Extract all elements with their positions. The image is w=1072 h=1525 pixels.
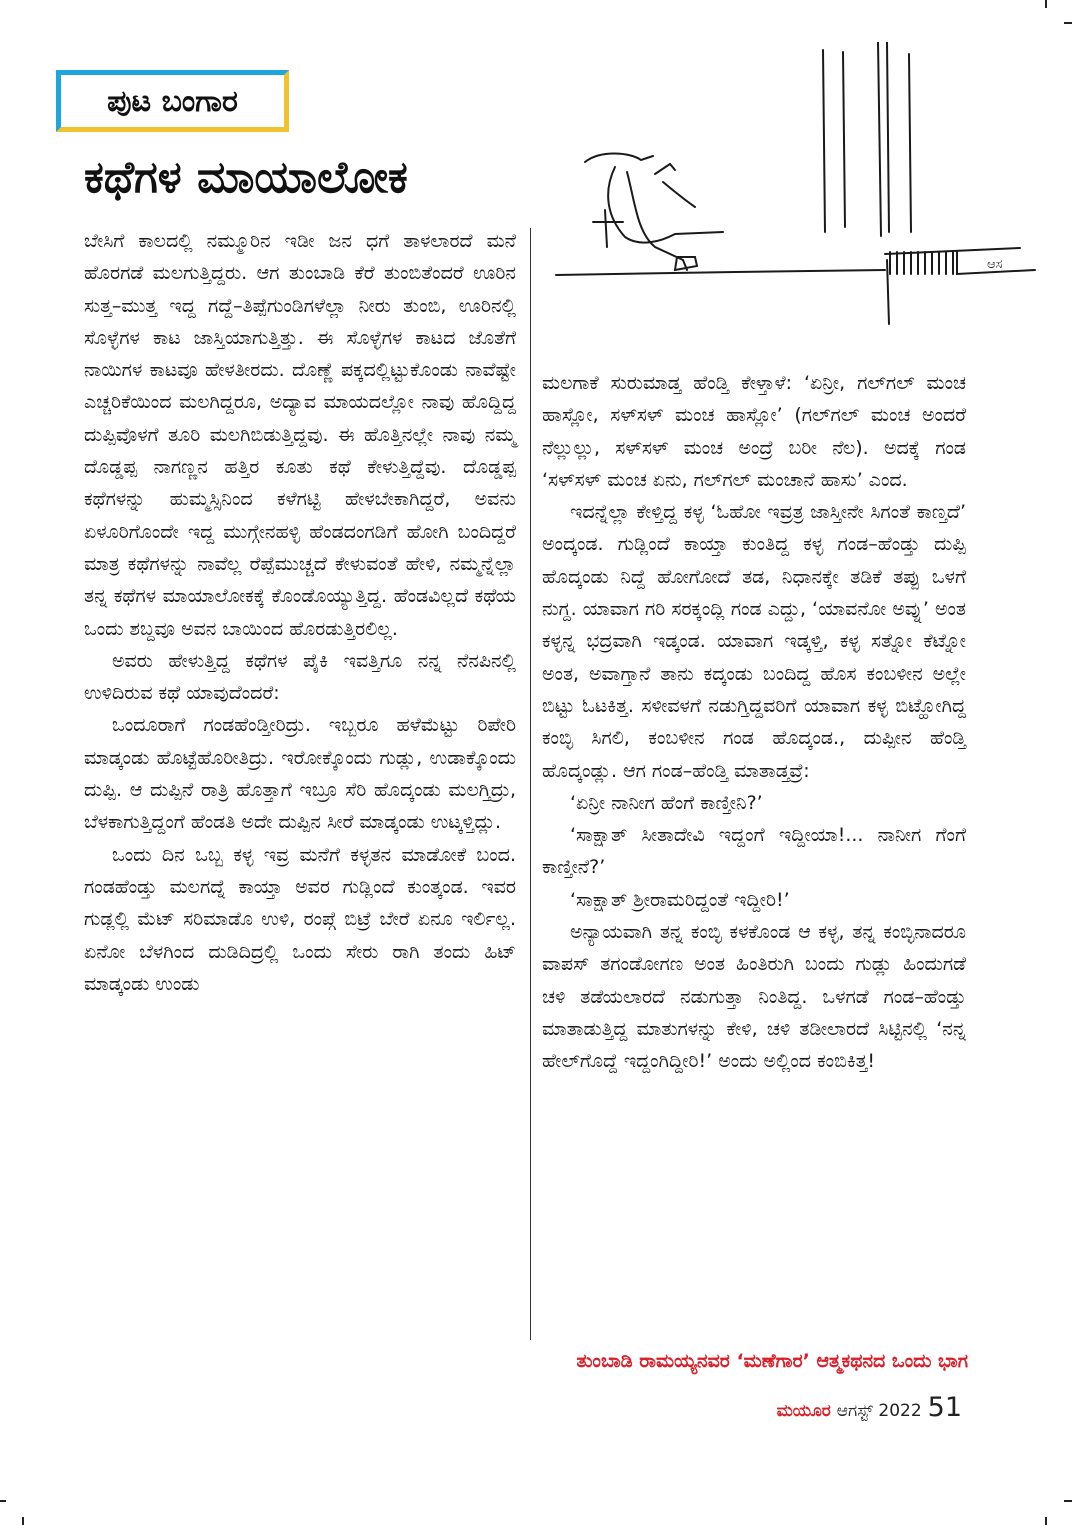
crop-mark <box>0 1500 6 1502</box>
article-title: ಕಥೆಗಳ ಮಾಯಾಲೋಕ <box>84 152 408 203</box>
illustration-signature: ಆಸ <box>987 257 1003 272</box>
crop-mark <box>1064 1500 1072 1502</box>
page-footer <box>700 1392 962 1423</box>
article-right-column <box>542 367 966 1078</box>
paragraph: ಒಂದೂರಾಗೆ ಗಂಡಹೆಂಡ್ತೀರಿದ್ರು. ಇಬ್ಬರೂ ಹಳೆಮೆಟ್ಟು ರಿಪೇರಿ ಮಾಡ್ಕಂಡು ಹೊಟ್ಟೆಹೊರೀತಿದ್ರು. ಇರೋಕ್ಕೊಂದು ಗುಡ್ಲು, ಉಡಾಕ್ಕೊಂದು ದುಪ್ಪಿ. ಆ ದುಪ್ಪಿನೆ ರಾತ್ರಿ ಹೊತ್ತಾಗೆ ಇಬ್ರೂ ಸೆರಿ ಹೊದ್ಕಂಡು ಮಲಗ್ತಿದ್ರು, ಬೆಳಕಾಗುತ್ತಿದ್ದಂಗೆ ಹೆಂಡತಿ ಅದೇ ದುಪ್ಪಿನ ಸೀರೆ ಮಾಡ್ಕಂಡು ಉಟ್ಕಳ್ತಿದ್ಲು. <box>84 714 516 834</box>
paragraph: ಇದನ್ನೆಲ್ಲಾ ಕೇಳ್ತಿದ್ದ ಕಳ್ಳ ‘ಓಹೋ ಇವ್ರತ್ರ ಜಾಸ್ತೀನೇ ಸಿಗಂತೆ ಕಾಣ್ತದೆ’ ಅಂದ್ಕಂಡ. ಗುಡ್ಲಿಂದೆ ಕಾಯ್ತಾ ಕುಂತಿದ್ದ ಕಳ್ಳ ಗಂಡ–ಹೆಂಡ್ತು ದುಪ್ಪಿ ಹೊದ್ಕಂಡು ನಿದ್ದೆ ಹೋಗೋದೆ ತಡ, ನಿಧಾನಕ್ಕೇ ತಡಿಕೆ ತಪ್ಪು ಒಳಗೆ ನುಗ್ದ. ಯಾವಾಗ ಗರಿ ಸರಕ್ಕಂದ್ಲಿ ಗಂಡ ಎದ್ದು, ‘ಯಾವನೋ ಅವ್ನು’ ಅಂತ ಕಳ್ಳನ್ನ ಭದ್ರವಾಗಿ ಇಡ್ಕಂಡ. ಯಾವಾಗ ಇಡ್ಕಳ್ತಿ, ಕಳ್ಳ ಸತ್ನೋ ಕೆಟ್ನೋ ಅಂತ, ಅವಾಗ್ತಾನೆ ತಾನು ಕದ್ಕಂಡು ಬಂದಿದ್ದ ಹೊಸ ಕಂಬಳೀನ ಅಲ್ಲೇ ಬಿಟ್ಟು ಓಟಕಿತ್ತ. ಸಳೀವಳಗೆ ನಡುಗ್ತಿದ್ದವರಿಗೆ ಯಾವಾಗ ಕಳ್ಳ ಬಿಟ್ಹೋಗಿದ್ದ ಕಂಬ್ಳಿ ಸಿಗಲಿ, ಕಂಬಳೀನ ಗಂಡ ಹೊದ್ಕಂಡ., ದುಪ್ಪೀನ ಹೆಂಡ್ತಿ ಹೊದ್ಕಂಡ್ಲು. ಆಗ ಗಂಡ–ಹೆಂಡ್ತಿ ಮಾತಾಡ್ತವ್ರೆ: <box>542 501 966 782</box>
paragraph: ಬೇಸಿಗೆ ಕಾಲದಲ್ಲಿ ನಮ್ಮೂರಿನ ಇಡೀ ಜನ ಧಗೆ ತಾಳಲಾರದೆ ಮನೆ ಹೊರಗಡೆ ಮಲಗುತ್ತಿದ್ದರು. ಆಗ ತುಂಬಾಡಿ ಕೆರೆ ತುಂಬಿತೆಂದರೆ ಊರಿನ ಸುತ್ತ–ಮುತ್ತ ಇದ್ದ ಗದ್ದೆ–ತಿಪ್ಪೆಗುಂಡಿಗಳೆಲ್ಲಾ ನೀರು ತುಂಬಿ, ಊರಿನಲ್ಲಿ ಸೊಳ್ಳೆಗಳ ಕಾಟ ಜಾಸ್ತಿಯಾಗುತ್ತಿತ್ತು. ಈ ಸೊಳ್ಳೆಗಳ ಕಾಟದ ಜೊತೆಗೆ ನಾಯಿಗಳ ಕಾಟವೂ ಹೇಳತೀರದು. ದೊಣ್ಣೆ ಪಕ್ಕದಲ್ಲಿಟ್ಟುಕೊಂಡು ನಾವೆಷ್ಟೇ ಎಚ್ಚರಿಕೆಯಿಂದ ಮಲಗಿದ್ದರೂ, ಅದ್ಯಾವ ಮಾಯದಲ್ಲೋ ನಾವು ಹೊದ್ದಿದ್ದ ದುಪ್ಪಿವೊಳಗೆ ತೂರಿ ಮಲಗಿಬಿಡುತ್ತಿದ್ದವು. ಈ ಹೊತ್ತಿನಲ್ಲೇ ನಾವು ನಮ್ಮ ದೊಡ್ಡಪ್ಪ ನಾಗಣ್ಣನ ಹತ್ತಿರ ಕೂತು ಕಥೆ ಕೇಳುತ್ತಿದ್ದೆವು. ದೊಡ್ಡಪ್ಪ ಕಥೆಗಳನ್ನು ಹುಮ್ಮಸ್ಸಿನಿಂದ ಕಳೆಗಟ್ಟಿ ಹೇಳಬೇಕಾಗಿದ್ದರೆ, ಅವನು ಏಳೂರಿಗೊಂದೇ ಇದ್ದ ಮುಗ್ಗೇನಹಳ್ಳಿ ಹೆಂಡದಂಗಡಿಗೆ ಹೋಗಿ ಬಂದಿದ್ದರೆ ಮಾತ್ರ ಕಥೆಗಳನ್ನು ನಾವೆಲ್ಲ ರೆಪ್ಪೆಮುಚ್ಚದೆ ಕೇಳುವಂತೆ ಹೇಳಿ, ನಮ್ಮನ್ನೆಲ್ಲಾ ತನ್ನ ಕಥೆಗಳ ಮಾಯಾಲೋಕಕ್ಕೆ ಕೊಂಡೊಯ್ಯುತ್ತಿದ್ದ. ಹೆಂಡವಿಲ್ಲದೆ ಕಥೆಯ ಒಂದು ಶಬ್ದವೂ ಅವನ ಬಾಯಿಂದ ಹೊರಡುತ್ತಿರಲಿಲ್ಲ. <box>84 230 516 640</box>
dialogue-line: ‘ಸಾಕ್ಷಾತ್ ಶ್ರೀರಾಮರಿದ್ದಂತೆ ಇದ್ದೀರಿ!’ <box>570 888 790 911</box>
section-tag <box>56 70 289 132</box>
magazine-name: ಮಯೂರ <box>776 1401 831 1421</box>
paragraph: ಅವರು ಹೇಳುತ್ತಿದ್ದ ಕಥೆಗಳ ಪೈಕಿ ಇವತ್ತಿಗೂ ನನ್ನ ನೆನಪಿನಲ್ಲಿ ಉಳಿದಿರುವ ಕಥೆ ಯಾವುದೆಂದರೆ: <box>84 649 516 705</box>
dialogue-line: ‘ಸಾಕ್ಷಾತ್ ಸೀತಾದೇವಿ ಇದ್ದಂಗೆ ಇದ್ದೀಯಾ!... ನಾನೀಗ ಗೆಂಗೆ ಕಾಣ್ತೀನೆ?’ <box>542 824 966 879</box>
crop-mark <box>1045 0 1047 8</box>
paragraph: ಅನ್ಯಾಯವಾಗಿ ತನ್ನ ಕಂಬ್ಳಿ ಕಳಕೊಂಡ ಆ ಕಳ್ಳ, ತನ್ನ ಕಂಬ್ಳಿನಾದರೂ ವಾಪಸ್ ತಗಂಡೋಗಣ ಅಂತ ಹಿಂತಿರುಗಿ ಬಂದು ಗುಡ್ಲು ಹಿಂದುಗಡೆ ಚಳಿ ತಡೆಯಲಾರದೆ ನಡುಗುತ್ತಾ ನಿಂತಿದ್ದ. ಒಳಗಡೆ ಗಂಡ–ಹೆಂಡ್ತು ಮಾತಾಡುತ್ತಿದ್ದ ಮಾತುಗಳನ್ನು ಕೇಳಿ, ಚಳಿ ತಡೀಲಾರದೆ ಸಿಟ್ಟಿನಲ್ಲಿ ‘ನನ್ನ ಹೇಲ್‌ಗೊದ್ದೆ ಇದ್ದಂಗಿದ್ದೀರಿ!’ ಅಂದು ಅಲ್ಲಿಂದ ಕಂಬಿಕಿತ್ತ! <box>542 921 966 1073</box>
crop-mark <box>1045 1517 1047 1525</box>
column-divider <box>530 228 531 1340</box>
issue-date: ಆಗಸ್ಟ್ 2022 <box>836 1401 922 1421</box>
story-illustration <box>545 42 1045 342</box>
paragraph: ಒಂದು ದಿನ ಒಬ್ಬ ಕಳ್ಳ ಇವ್ರ ಮನೆಗೆ ಕಳ್ಳತನ ಮಾಡೋಕೆ ಬಂದ. ಗಂಡಹೆಂಡ್ತು ಮಲಗದ್ನೆ ಕಾಯ್ತಾ ಅವರ ಗುಡ್ಲಿಂದೆ ಕುಂತ್ಕಂಡ. ಇವರ ಗುಡ್ಲಲ್ಲಿ ಮೆಟ್ ಸರಿಮಾಡೊ ಉಳಿ, ರಂಪ್ಗೆ ಬಿಟ್ರೆ ಬೇರೆ ಏನೂ ಇರ್ಲಿಲ್ಲ. ಏನೋ ಬೆಳಗಿಂದ ದುಡಿದಿದ್ರಲ್ಲಿ ಒಂದು ಸೇರು ರಾಗಿ ತಂದು ಹಿಟ್ ಮಾಡ್ಕಂಡು ಉಂಡು <box>84 843 516 995</box>
crop-mark <box>22 1517 24 1525</box>
page-number: 51 <box>927 1392 962 1423</box>
crop-mark <box>1064 22 1072 24</box>
dialogue-line: ‘ಏನ್ರೀ ನಾನೀಗ ಹೆಂಗೆ ಕಾಣ್ತೀನಿ?’ <box>570 791 763 814</box>
paragraph: ಮಲಗಾಕೆ ಸುರುಮಾಡ್ತ ಹೆಂಡ್ತಿ ಕೇಳ್ತಾಳೆ: ‘ಏನ್ರೀ, ಗಲ್‌ಗಲ್ ಮಂಚ ಹಾಸ್ಲೋ, ಸಳ್‌ಸಳ್ ಮಂಚ ಹಾಸ್ಲೋ’ (ಗಲ್‌ಗಲ್ ಮಂಚ ಅಂದರೆ ನೆಲ್ಲುಲ್ಲು, ಸಳ್‌ಸಳ್ ಮಂಚ ಅಂದ್ರೆ ಬರೀ ನೆಲ). ಅದಕ್ಕೆ ಗಂಡ ‘ಸಳ್‌ಸಳ್ ಮಂಚ ಏನು, ಗಲ್‌ಗಲ್ ಮಂಚಾನೆ ಹಾಸು’ ಎಂದ. <box>542 372 966 491</box>
source-note: ತುಂಬಾಡಿ ರಾಮಯ್ಯನವರ ‘ಮಣೆಗಾರ’ ಆತ್ಮಕಥನದ ಒಂದು ಭಾಗ <box>576 1350 968 1372</box>
section-label: ಪುಟ ಬಂಗಾರ <box>107 83 238 119</box>
article-left-column <box>84 225 516 1000</box>
